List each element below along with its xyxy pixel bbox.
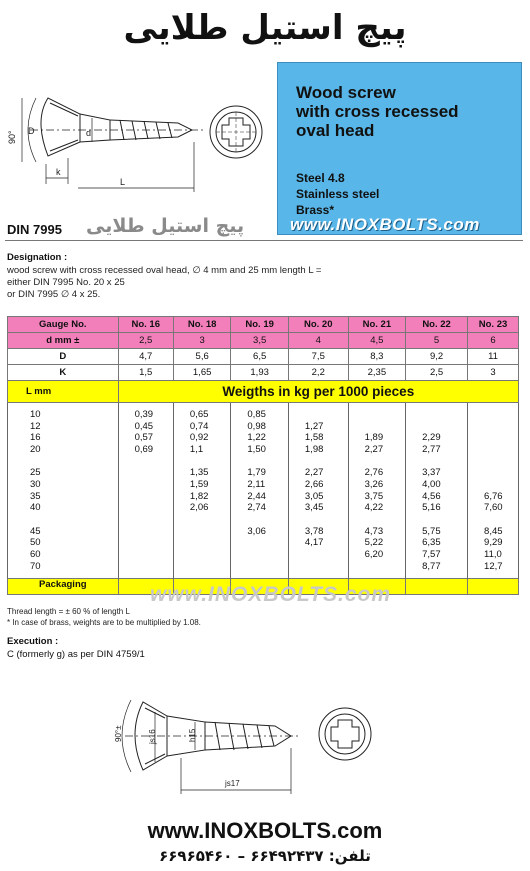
weight-cell: 2,76 3,26 3,75 4,22 xyxy=(348,461,406,519)
website-url: www.INOXBOLTS.com xyxy=(147,818,383,843)
screw-drawing-bottom xyxy=(95,682,395,802)
dmm-cell: 2,5 xyxy=(118,333,173,349)
phone-numbers: تلفن: ۶۶۴۹۲۴۳۷ – ۶۶۹۶۵۴۶۰ xyxy=(159,847,371,865)
length-label: L xyxy=(120,177,126,187)
dmm-cell: 4 xyxy=(288,333,348,349)
K-label: K xyxy=(8,365,119,381)
angle-label: 90° xyxy=(7,130,17,144)
gauge-label: Gauge No. xyxy=(8,317,119,333)
K-cell: 3 xyxy=(468,365,519,381)
weight-cell: 1,79 2,11 2,44 2,74 xyxy=(231,461,289,519)
dmm-cell: 6 xyxy=(468,333,519,349)
designation-line-3: or DIN 7995 ∅ 4 x 25. xyxy=(7,289,101,300)
material-brass: Brass* xyxy=(296,203,335,217)
website-watermark: www.INOXBOLTS.com xyxy=(290,215,480,234)
D-cell: 9,2 xyxy=(406,349,468,365)
weight-cell xyxy=(118,520,173,579)
weight-cell: 5,75 6,35 7,57 8,77 xyxy=(406,520,468,579)
weight-cell: 2,27 2,66 3,05 3,45 xyxy=(288,461,348,519)
D-cell: 5,6 xyxy=(173,349,231,365)
section-divider xyxy=(5,240,523,241)
D-cell: 8,3 xyxy=(348,349,406,365)
D-cell: 7,5 xyxy=(288,349,348,365)
note-brass: * In case of brass, weights are to be multiplied by 1.08. xyxy=(7,618,201,627)
product-title-line-2: with cross recessed xyxy=(296,102,459,121)
execution-text: C (formerly g) as per DIN 4759/1 xyxy=(7,649,145,660)
weight-cell: 8,45 9,29 11,0 12,7 xyxy=(468,520,519,579)
length-values: 45 50 60 70 xyxy=(8,520,119,579)
weights-header-row xyxy=(8,381,519,403)
packaging-label: Packaging xyxy=(8,579,119,595)
k-label: k xyxy=(56,167,61,177)
weight-cell: 3,78 4,17 xyxy=(288,520,348,579)
gauge-cell: No. 18 xyxy=(173,317,231,333)
product-title-line-3: oval head xyxy=(296,121,375,140)
gauge-cell: No. 22 xyxy=(406,317,468,333)
dmm-cell: 5 xyxy=(406,333,468,349)
weight-cell: 1,27 1,58 1,98 xyxy=(288,403,348,462)
weight-table xyxy=(7,316,519,595)
weights-heading: Weigths in kg per 1000 pieces xyxy=(118,381,518,403)
material-steel: Steel 4.8 xyxy=(296,171,345,185)
product-title-line-1: Wood screw xyxy=(296,83,396,102)
material-stainless: Stainless steel xyxy=(296,187,380,201)
gauge-cell: No. 20 xyxy=(288,317,348,333)
product-info-box xyxy=(277,62,522,235)
dmm-cell: 4,5 xyxy=(348,333,406,349)
length-tolerance-label: js17 xyxy=(225,779,240,788)
D-cell: 4,7 xyxy=(118,349,173,365)
weight-cell xyxy=(118,461,173,519)
gauge-cell: No. 23 xyxy=(468,317,519,333)
weight-cell: 0,65 0,74 0,92 1,1 xyxy=(173,403,231,462)
length-values: 10 12 16 20 xyxy=(8,403,119,462)
D-cell: 6,5 xyxy=(231,349,289,365)
weight-cell xyxy=(173,520,231,579)
D-row xyxy=(8,349,519,365)
weight-cell: 1,35 1,59 1,82 2,06 xyxy=(173,461,231,519)
table-row xyxy=(8,520,519,579)
dmm-cell: 3 xyxy=(173,333,231,349)
shank-diameter-label: d xyxy=(86,128,92,138)
dmm-row xyxy=(8,333,519,349)
K-cell: 1,65 xyxy=(173,365,231,381)
gauge-cell: No. 21 xyxy=(348,317,406,333)
D-label: D xyxy=(8,349,119,365)
dmm-cell: 3,5 xyxy=(231,333,289,349)
website-watermark-table: www.INOXBOLTS.com xyxy=(150,583,392,606)
weight-cell: 6,76 7,60 xyxy=(468,461,519,519)
K-row xyxy=(8,365,519,381)
head-diameter-label: D xyxy=(28,126,35,136)
gauge-cell: No. 16 xyxy=(118,317,173,333)
weight-cell: 3,06 xyxy=(231,520,289,579)
K-cell: 2,2 xyxy=(288,365,348,381)
weight-cell: 3,37 4,00 4,56 5,16 xyxy=(406,461,468,519)
dmm-label: d mm ± xyxy=(8,333,119,349)
D-cell: 11 xyxy=(468,349,519,365)
K-cell: 2,5 xyxy=(406,365,468,381)
weight-cell xyxy=(468,403,519,462)
shank-tolerance-label: h15 xyxy=(188,728,197,742)
screw-drawing-top xyxy=(0,58,275,228)
designation-line-2: either DIN 7995 No. 20 x 25 xyxy=(7,277,125,288)
designation-heading: Designation : xyxy=(7,252,68,263)
note-thread-length: Thread length = ± 60 % of length L xyxy=(7,607,130,616)
product-title xyxy=(296,83,459,140)
K-cell: 1,93 xyxy=(231,365,289,381)
gauge-cell: No. 19 xyxy=(231,317,289,333)
K-cell: 1,5 xyxy=(118,365,173,381)
K-cell: 2,35 xyxy=(348,365,406,381)
lmm-label: L mm xyxy=(8,381,119,403)
weight-cell: 4,73 5,22 6,20 xyxy=(348,520,406,579)
table-row xyxy=(8,461,519,519)
execution-heading: Execution : xyxy=(7,636,59,647)
weight-cell: 2,29 2,77 xyxy=(406,403,468,462)
table-row xyxy=(8,403,519,462)
head-tolerance-label: js16 xyxy=(148,729,157,744)
weight-cell: 1,89 2,27 xyxy=(348,403,406,462)
designation-line-1: wood screw with cross recessed oval head, ∅ 4 mm and 25 mm length L = xyxy=(7,265,322,276)
din-standard-label: DIN 7995 xyxy=(7,222,62,237)
persian-title-secondary: پیچ استیل طلایی xyxy=(86,215,245,237)
length-values: 25 30 35 40 xyxy=(8,461,119,519)
gauge-row xyxy=(8,317,519,333)
page-title: پیچ استیل طلایی xyxy=(123,8,407,48)
angle-label-bottom: 90°± xyxy=(114,725,123,742)
weight-cell: 0,85 0,98 1,22 1,50 xyxy=(231,403,289,462)
weight-cell: 0,39 0,45 0,57 0,69 xyxy=(118,403,173,462)
